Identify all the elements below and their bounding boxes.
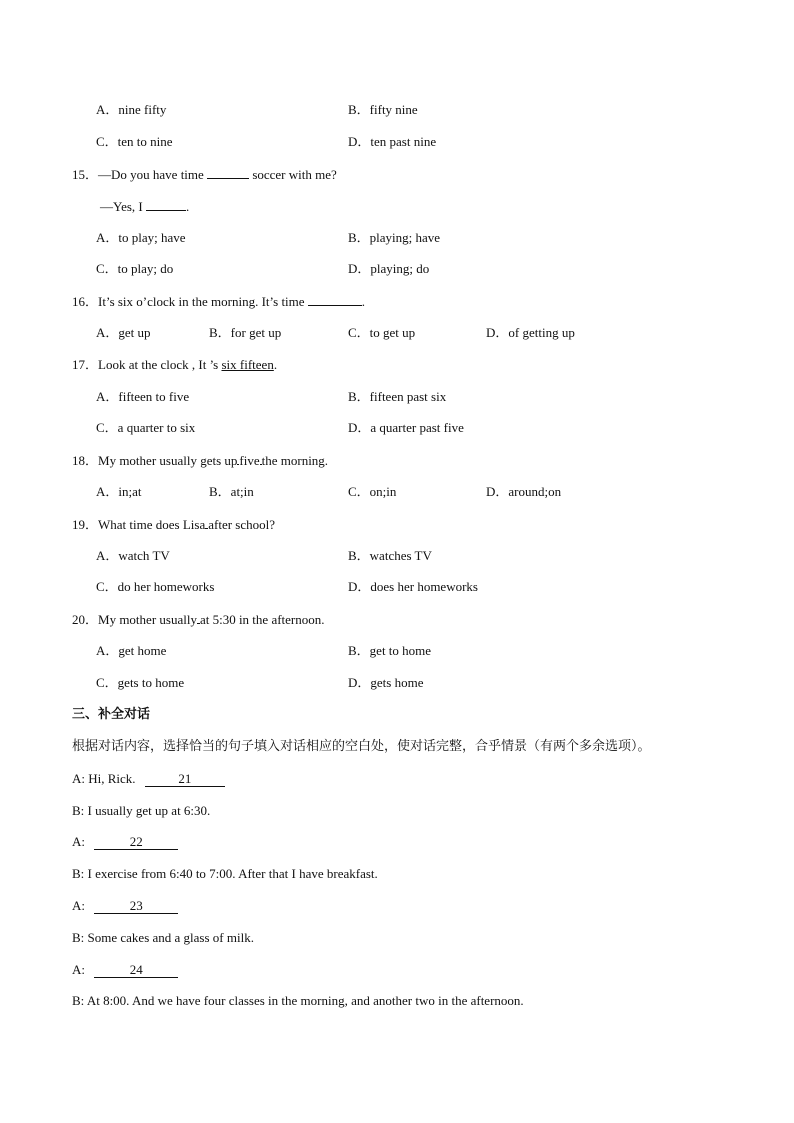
dialogue-line-a4	[72, 962, 178, 978]
q20-option-c[interactable]: C．gets to home	[96, 675, 185, 690]
q14-option-a[interactable]: A．nine fifty	[96, 102, 167, 117]
answer-blank	[146, 198, 186, 211]
question-number: 15．	[72, 167, 99, 182]
q19-stem	[72, 516, 275, 533]
q19-stem-text-b: after school?	[208, 517, 276, 532]
dialogue-line-b3: B: Some cakes and a glass of milk.	[72, 930, 254, 945]
question-number: 18．	[72, 453, 99, 468]
q15-stem	[72, 166, 337, 183]
q16-stem	[72, 293, 365, 310]
q15-option-a[interactable]: A．to play; have	[96, 230, 186, 245]
dialogue-line-a3	[72, 898, 178, 914]
q17-option-b[interactable]: B．fifteen past six	[348, 389, 447, 404]
section-heading: 三、补全对话	[72, 707, 151, 722]
q19-option-b[interactable]: B．watches TV	[348, 548, 432, 563]
dialogue-blank-21[interactable]: 21	[145, 772, 225, 787]
dialogue-line-b4: B: At 8:00. And we have four classes in the morning, and another two in the afternoon.	[72, 993, 524, 1008]
dialogue-blank-23[interactable]: 23	[94, 899, 178, 914]
dialogue-text: A:	[72, 834, 85, 849]
q17-option-d[interactable]: D．a quarter past five	[348, 420, 464, 435]
q20-option-a[interactable]: A．get home	[96, 643, 167, 658]
q17-stem-text-b: .	[273, 357, 278, 372]
q17-option-a[interactable]: A．fifteen to five	[96, 389, 190, 404]
q15-reply-text-b: .	[186, 199, 190, 214]
dialogue-blank-24[interactable]: 24	[94, 963, 178, 978]
q20-stem-text-a: My mother usually	[98, 612, 197, 627]
q20-stem	[72, 611, 325, 628]
dialogue-line-b2: B: I exercise from 6:40 to 7:00. After that I have breakfast.	[72, 866, 378, 881]
underlined-phrase: six fifteen	[221, 357, 274, 372]
q19-option-c[interactable]: C．do her homeworks	[96, 579, 215, 594]
question-number: 19．	[72, 517, 99, 532]
dialogue-text: A: Hi, Rick.	[72, 771, 136, 786]
q20-option-d[interactable]: D．gets home	[348, 675, 424, 690]
q20-stem-text-b: at 5:30 in the afternoon.	[199, 612, 325, 627]
q15-stem-text-b: soccer with me?	[252, 167, 337, 182]
q16-option-b[interactable]: B．for get up	[209, 325, 282, 340]
q16-option-d[interactable]: D．of getting up	[486, 325, 575, 340]
q15-option-c[interactable]: C．to play; do	[96, 261, 174, 276]
question-number: 20．	[72, 612, 99, 627]
dialogue-text: A:	[72, 962, 85, 977]
dialogue-line-a2	[72, 834, 178, 850]
q18-stem	[72, 452, 328, 469]
dialogue-blank-22[interactable]: 22	[94, 835, 178, 850]
dialogue-line-a1	[72, 771, 225, 787]
q16-option-c[interactable]: C．to get up	[348, 325, 416, 340]
q17-stem-text-a: Look at the clock , It ’s	[98, 357, 222, 372]
q15-reply	[100, 198, 189, 215]
q18-option-b[interactable]: B．at;in	[209, 484, 254, 499]
q16-stem-text-a: It’s six o’clock in the morning. It’s time	[98, 294, 305, 309]
q18-option-a[interactable]: A．in;at	[96, 484, 142, 499]
q19-stem-text-a: What time does Lisa	[98, 517, 206, 532]
q14-option-d[interactable]: D．ten past nine	[348, 134, 437, 149]
q19-option-a[interactable]: A．watch TV	[96, 548, 170, 563]
q18-stem-text-b: five	[239, 453, 260, 468]
answer-blank	[308, 293, 362, 306]
question-number: 17．	[72, 357, 99, 372]
q18-stem-text-a: My mother usually gets up	[98, 453, 238, 468]
dialogue-text: A:	[72, 898, 85, 913]
q18-option-d[interactable]: D．around;on	[486, 484, 562, 499]
answer-blank	[207, 166, 249, 179]
q17-stem	[72, 357, 277, 373]
q15-reply-text-a: —Yes, I	[100, 199, 143, 214]
q15-option-b[interactable]: B．playing; have	[348, 230, 441, 245]
q18-option-c[interactable]: C．on;in	[348, 484, 397, 499]
q14-option-c[interactable]: C．ten to nine	[96, 134, 173, 149]
q16-option-a[interactable]: A．get up	[96, 325, 151, 340]
q16-stem-text-b: .	[361, 294, 366, 309]
q17-option-c[interactable]: C．a quarter to six	[96, 420, 196, 435]
dialogue-line-b1: B: I usually get up at 6:30.	[72, 803, 211, 818]
q15-stem-text-a: —Do you have time	[98, 167, 204, 182]
section-instruction: 根据对话内容，选择恰当的句子填入对话相应的空白处，使对话完整，合乎情景（有两个多余选项）。	[72, 739, 651, 754]
q19-option-d[interactable]: D．does her homeworks	[348, 579, 478, 594]
q14-option-b[interactable]: B．fifty nine	[348, 102, 418, 117]
q20-option-b[interactable]: B．get to home	[348, 643, 432, 658]
q18-stem-text-c: the morning.	[261, 453, 329, 468]
q15-option-d[interactable]: D．playing; do	[348, 261, 430, 276]
question-number: 16．	[72, 294, 99, 309]
